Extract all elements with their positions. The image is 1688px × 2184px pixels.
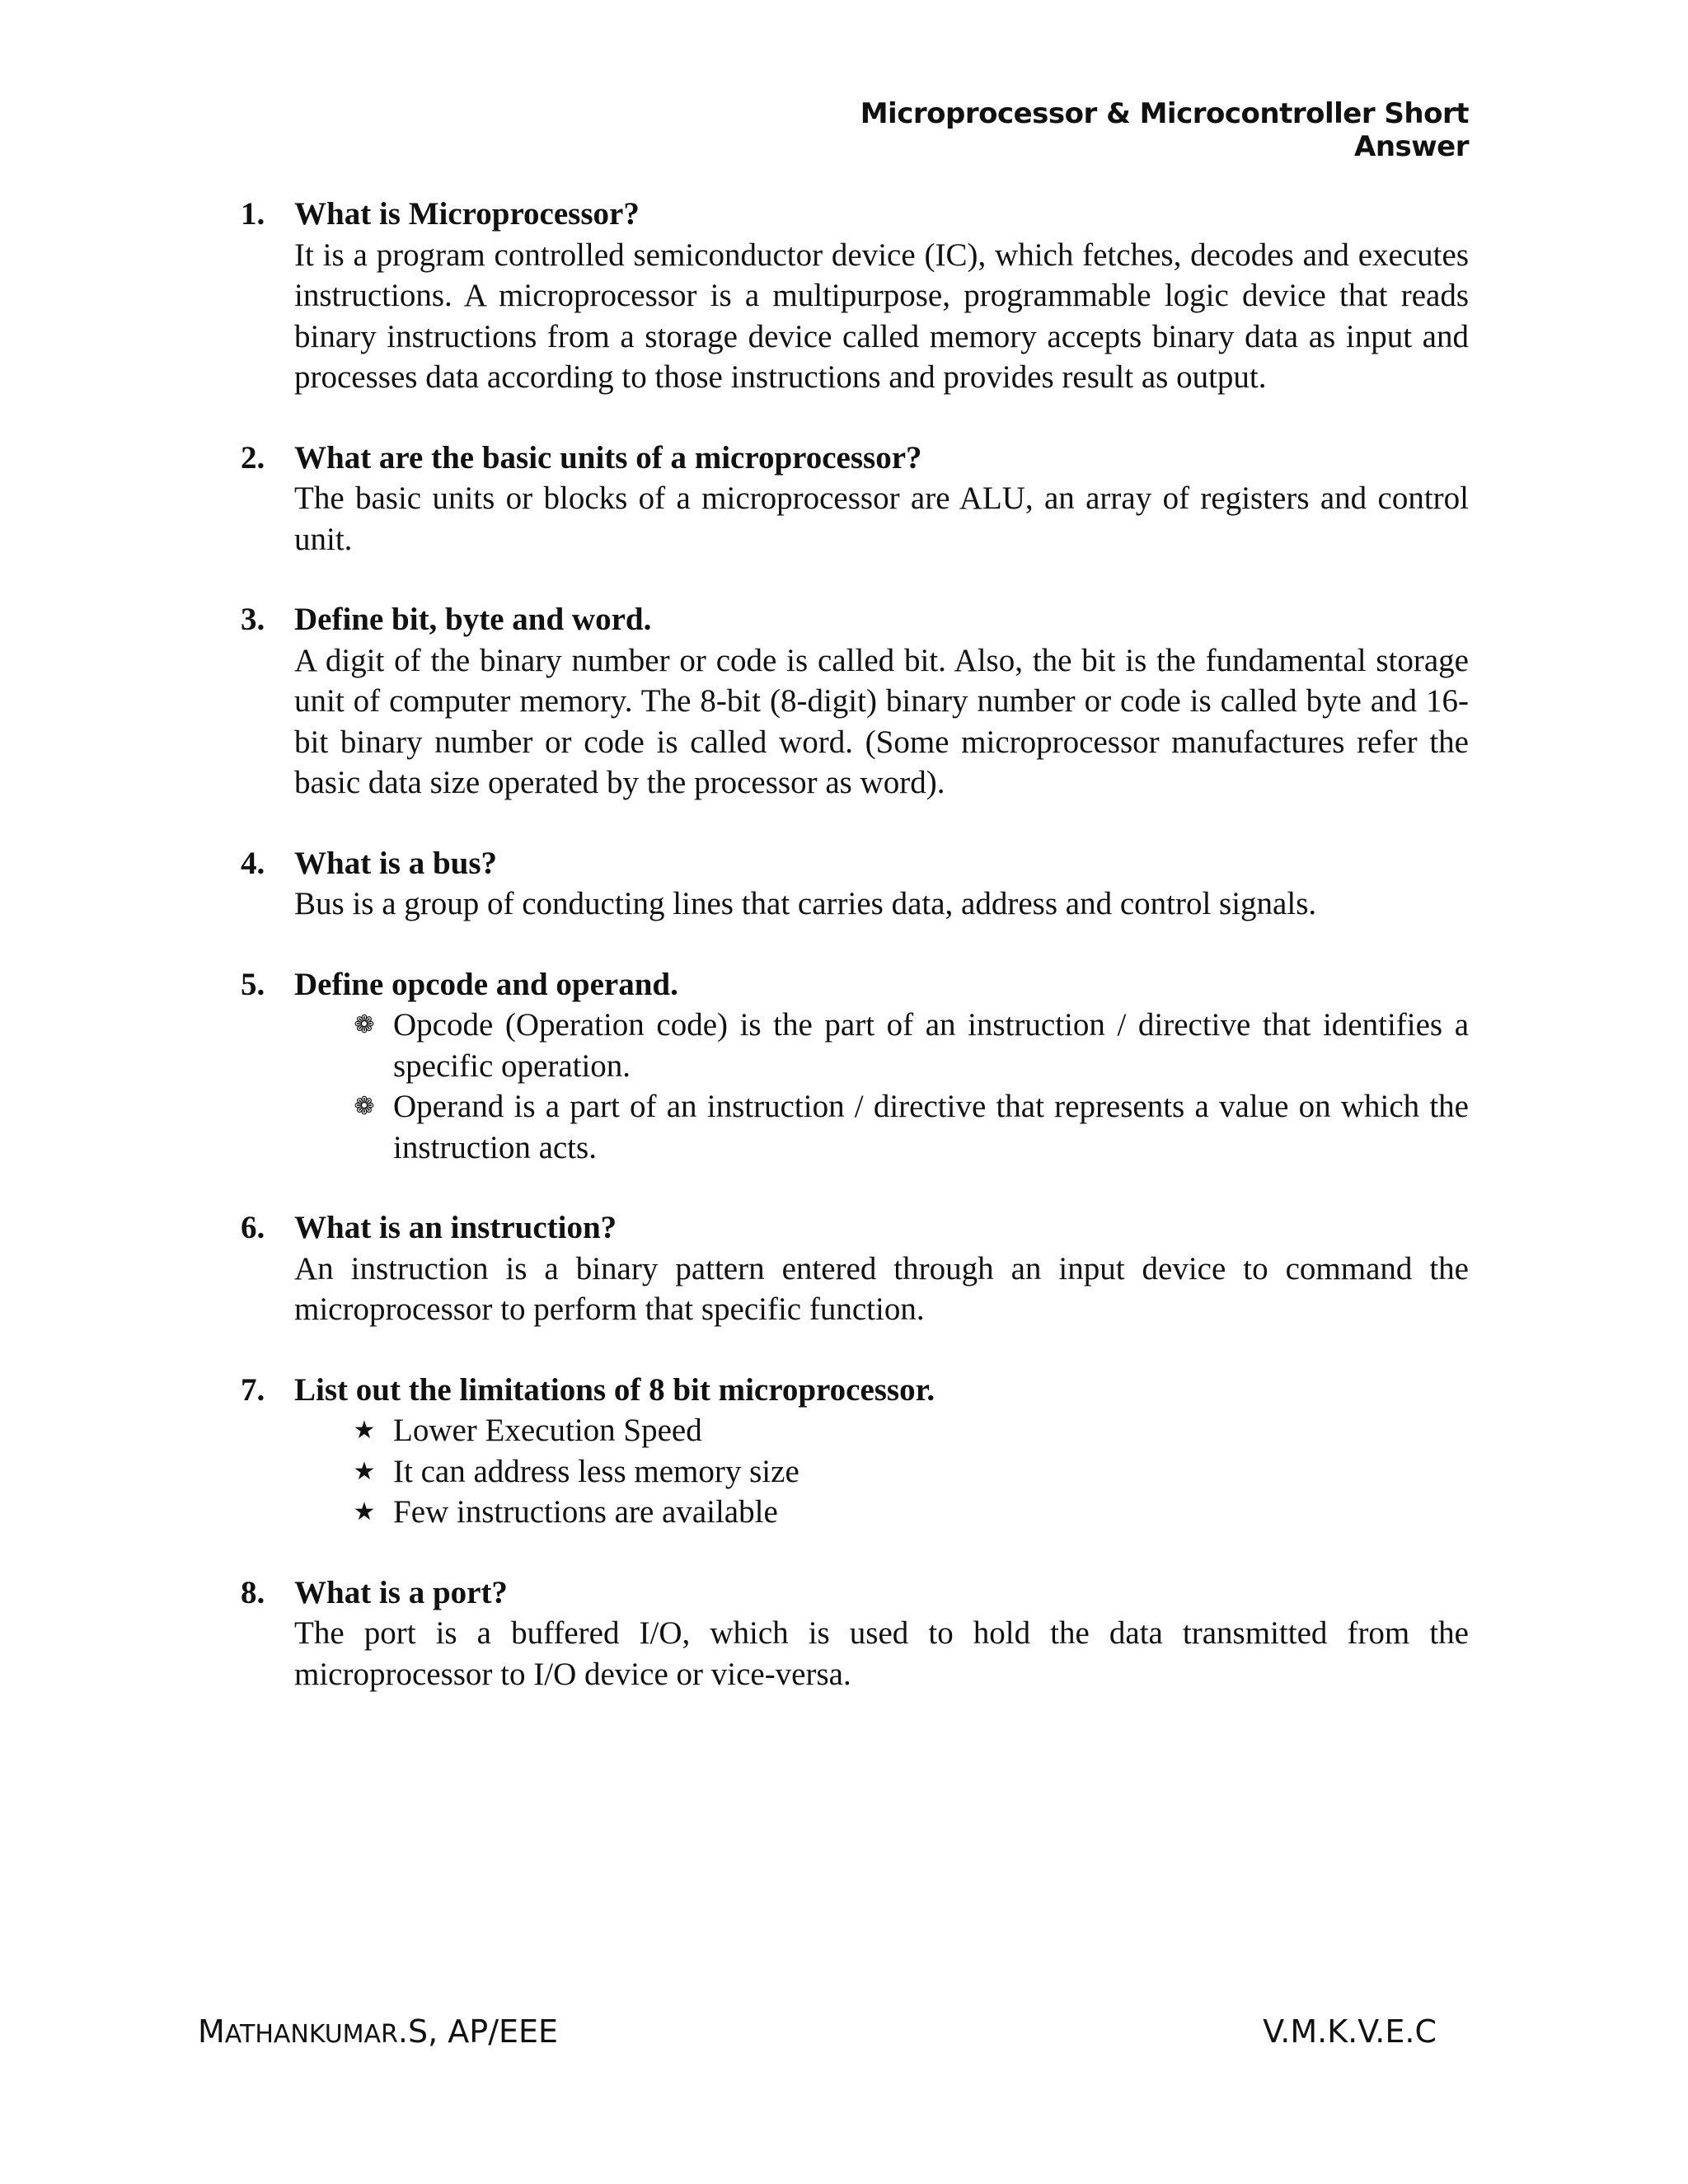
star-bullet-icon: ★ (353, 1417, 376, 1444)
list-item-text: It can address less memory size (393, 1453, 799, 1489)
qa-item-5 (241, 964, 1469, 1169)
question-number: 1. (241, 196, 265, 232)
author-suffix: .S, AP/EEE (397, 2013, 559, 2050)
answer-text: The port is a buffered I/O, which is used to hold the data transmitted from the microprocessor to I/O device or vice-versa. (294, 1615, 1469, 1692)
question-text: What is Microprocessor? (294, 196, 640, 232)
question-number: 6. (241, 1210, 265, 1245)
answer-text: A digit of the binary number or code is called bit. Also, the bit is the fundamental storage unit of computer memory. The 8-bit (8-digit) binary number or code is called byte and 16-bit binary number or code is called word. (Some microprocessor manufactures refer the basic data size operated by the processor as word). (294, 642, 1469, 800)
question-text: What is a port? (294, 1574, 508, 1610)
answer-text: An instruction is a binary pattern entered through an input device to command the microprocessor to perform that specific function. (294, 1250, 1469, 1327)
question-text: What are the basic units of a microprocessor? (294, 439, 922, 476)
list-item-text: Lower Execution Speed (393, 1413, 702, 1448)
flower-bullet-icon: ❁ (354, 1011, 375, 1038)
page-header: Microprocessor & Microcontroller Short Answer (860, 97, 1469, 163)
list-item-text: Operand is a part of an instruction / directive that represents a value on which the instruction acts. (393, 1089, 1469, 1165)
qa-item-8 (241, 1572, 1469, 1695)
list-item-text: Opcode (Operation code) is the part of an instruction / directive that identifies a specific operation. (393, 1007, 1469, 1084)
answer-text: The basic units or blocks of a microprocessor are ALU, an array of registers and control unit. (294, 480, 1469, 557)
qa-item-1 (241, 194, 1469, 398)
question-number: 7. (241, 1371, 265, 1408)
question-text: List out the limitations of 8 bit microprocessor. (294, 1371, 935, 1408)
footer-author (198, 2013, 558, 2050)
answer-text: Bus is a group of conducting lines that carries data, address and control signals. (294, 886, 1317, 921)
question-text: Define opcode and operand. (294, 966, 678, 1002)
bullet-list (294, 1005, 1469, 1168)
question-text: What is a bus? (294, 845, 497, 881)
list-item (354, 1086, 1469, 1168)
qa-item-7 (241, 1370, 1469, 1533)
list-item (353, 1410, 1469, 1451)
author-name-rest: ATHANKUMAR (224, 2020, 398, 2049)
footer-college: V.M.K.V.E.C (1263, 2013, 1437, 2050)
star-bullet-icon: ★ (353, 1457, 376, 1485)
list-item (353, 1451, 1469, 1493)
question-number: 4. (241, 845, 265, 881)
question-number: 8. (241, 1574, 265, 1610)
qa-item-4 (241, 843, 1469, 925)
flower-bullet-icon: ❁ (354, 1093, 375, 1120)
list-item (353, 1492, 1469, 1533)
answer-text: It is a program controlled semiconductor device (IC), which fetches, decodes and executes instructions. A microprocessor is a multipurpose, programmable logic device that reads binary instructions from a storage device called memory accepts binary data as input and processes data according to those instructions and provides result as output. (294, 237, 1469, 395)
question-text: What is an instruction? (294, 1210, 617, 1245)
bullet-list (294, 1410, 1469, 1533)
qa-item-3 (241, 599, 1469, 804)
question-number: 5. (241, 966, 265, 1002)
list-item (354, 1005, 1469, 1086)
star-bullet-icon: ★ (353, 1498, 376, 1526)
question-number: 3. (241, 602, 265, 637)
author-initial: M (198, 2013, 225, 2050)
qa-list (241, 194, 1469, 1734)
question-text: Define bit, byte and word. (294, 602, 652, 637)
qa-item-6 (241, 1207, 1469, 1330)
list-item-text: Few instructions are available (393, 1494, 778, 1530)
question-number: 2. (241, 439, 265, 476)
qa-item-2 (241, 438, 1469, 560)
